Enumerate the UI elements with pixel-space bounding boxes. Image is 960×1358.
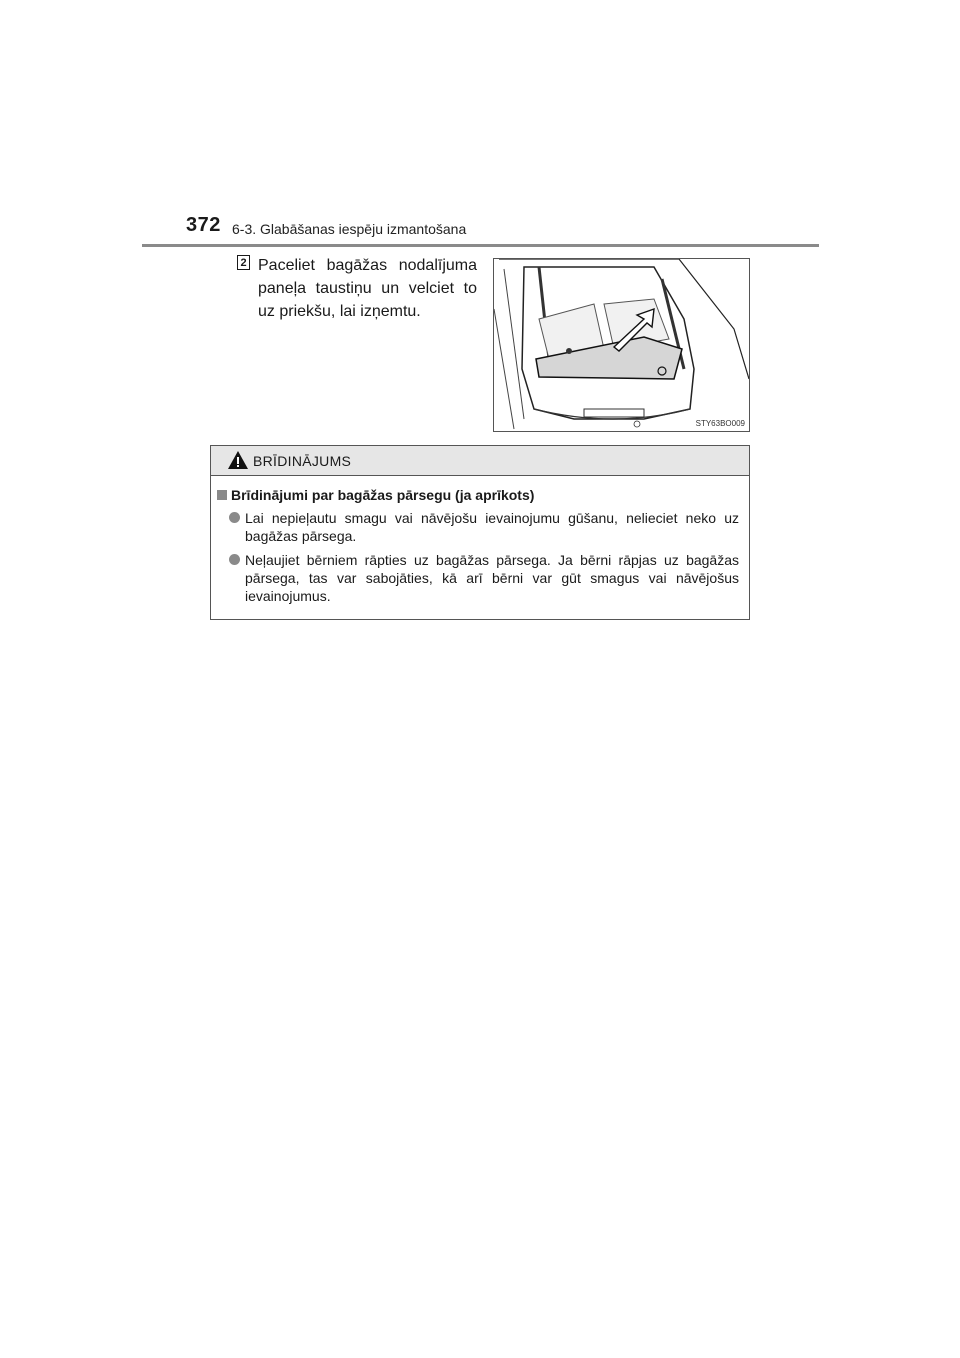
warning-subheading-text: Brīdinājumi par bagāžas pārsegu (ja aprīkots) [231,487,535,503]
warning-box [210,445,750,620]
warning-subheading [215,487,741,503]
warning-item [215,551,741,605]
trunk-illustration [493,258,750,432]
step-badge: 2 [237,255,250,270]
warning-triangle-icon [227,450,249,470]
header-rule [142,244,819,247]
warning-body [211,476,749,605]
trunk-drawing [494,259,749,431]
warning-title: BRĪDINĀJUMS [253,453,352,469]
square-bullet-icon [217,490,227,500]
warning-header [211,446,749,476]
image-code: STY63BO009 [695,419,745,428]
section-title: 6-3. Glabāšanas iespēju izmantošana [232,221,467,237]
warning-item-text: Lai nepieļautu smagu vai nāvējošu ievainojumu gūšanu, nelieciet neko uz bagāžas pārsega. [245,510,739,544]
step-instruction: Paceliet bagāžas nodalījuma paneļa taustiņu un velciet to uz priekšu, lai izņemtu. [258,257,477,320]
bullet-icon [229,512,240,523]
bullet-icon [229,554,240,565]
warning-item-text: Neļaujiet bērniem rāpties uz bagāžas pārsega. Ja bērni rāpjas uz bagāžas pārsega, tas var sabojāties, kā arī bērni var gūt smagus vai nāvējošus ievainojumus. [245,552,739,604]
warning-item [215,509,741,545]
page-number: 372 [186,214,221,236]
